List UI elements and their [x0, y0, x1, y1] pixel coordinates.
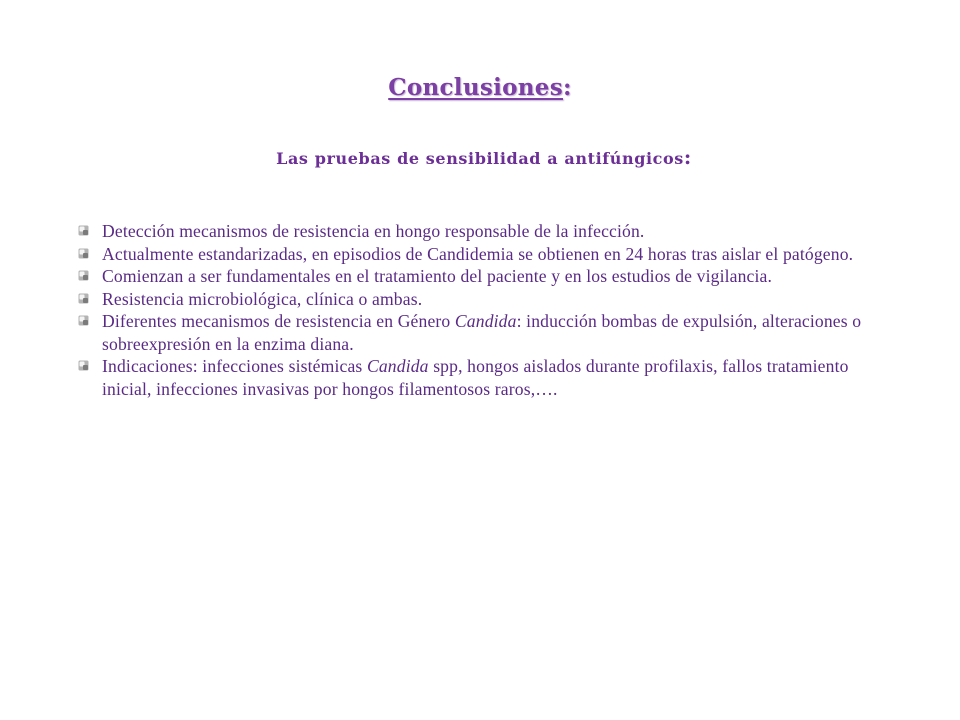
bullet-gem-icon: [78, 248, 89, 259]
bullet-text-pre: Indicaciones: infecciones sistémicas: [102, 356, 367, 376]
bullet-item: [78, 243, 900, 266]
slide-title-text: Conclusiones: [388, 74, 563, 101]
bullet-item: [78, 220, 900, 243]
bullet-text: Detección mecanismos de resistencia en hongo responsable de la infección.: [102, 221, 645, 241]
bullet-text-post: spp, hongos aislados durante profilaxis, fallos tratamiento inicial, infecciones invasivas por hongos filamentosos raros,….: [102, 356, 849, 399]
slide-title: [388, 74, 572, 101]
bullet-text: Comienzan a ser fundamentales en el tratamiento del paciente y en los estudios de vigilancia.: [102, 266, 773, 286]
bullet-item: [78, 265, 900, 288]
bullet-text-italic: Candida: [366, 356, 429, 376]
bullet-text: Actualmente estandarizadas, en episodios de Candidemia se obtienen en 24 horas tras aislar el patógeno.: [102, 243, 854, 264]
bullet-gem-icon: [78, 360, 89, 371]
bullet-text-post: : inducción bombas de expulsión, alteraciones o sobreexpresión en la enzima diana.: [102, 311, 862, 354]
bullet-text-italic: Candida: [454, 311, 517, 331]
bullet-gem-icon: [78, 270, 89, 281]
slide-subtitle: [276, 145, 692, 169]
subtitle-block: [0, 145, 960, 169]
slide-subtitle-text: Las pruebas de sensibilidad a antifúngicos: [276, 149, 684, 168]
bullet-gem-icon: [78, 225, 89, 236]
bullet-item: [78, 288, 900, 311]
slide-title-colon: :: [562, 74, 572, 101]
bullet-gem-icon: [78, 315, 89, 326]
bullet-list: [78, 220, 900, 400]
title-block: [0, 74, 960, 101]
bullet-text-pre: Diferentes mecanismos de resistencia en Género: [102, 311, 455, 331]
bullet-gem-icon: [78, 293, 89, 304]
bullet-item: [78, 355, 900, 400]
slide-subtitle-colon: :: [683, 145, 692, 169]
bullet-item: [78, 310, 900, 355]
bullet-text: Resistencia microbiológica, clínica o ambas.: [102, 288, 423, 309]
